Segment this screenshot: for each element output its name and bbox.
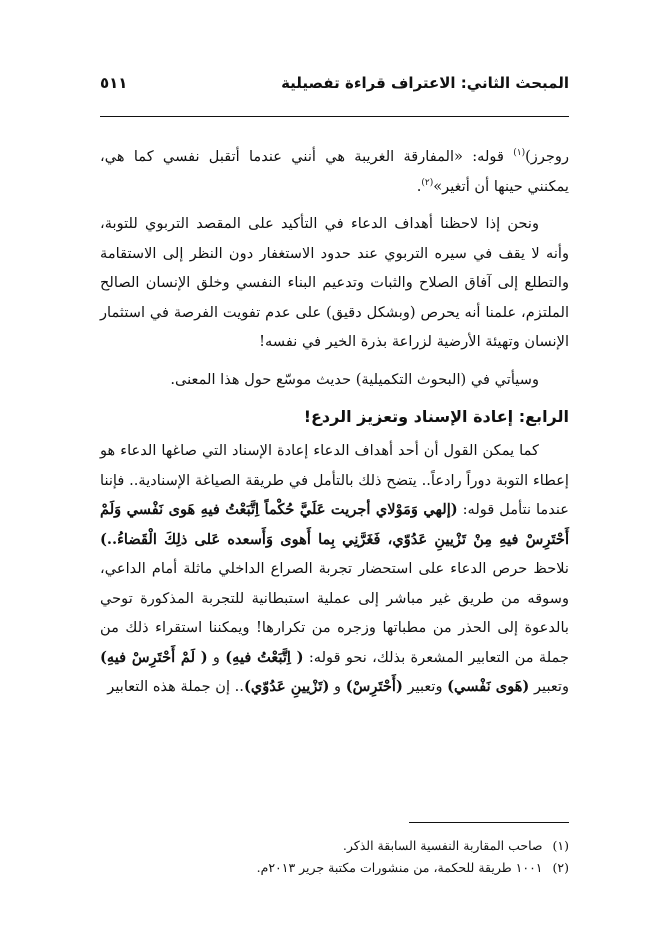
paragraph: روجرز)$^{(١)}$ قوله: «المفارقة الغريبة هي أنني عندما أتقبل نفسي كما هي، يمكنني حينها أن أتغير»$^{(٢)}$. [100, 148, 569, 195]
quoted-phrase: ( اِتَّبَعْتُ فيهِ) [225, 648, 304, 666]
quoted-supplication: (إلهي وَمَوْلاي أجريت عَلَيَّ حُكْماً اِتَّبَعْتُ فيهِ هَوى نَفْسي وَلَمْ أَحْتَرِسْ فيهِ مِنْ تَزْيينِ عَدُوّي، فَغَرَّنِي بِما أَهوى وَأَسعده عَلى ذلِكَ الْقَضاءُ..) [100, 501, 569, 548]
footnote-text: ١٠٠١ طريقة للحكمة، من منشورات مكتبة جرير ٢٠١٣م. [256, 860, 543, 875]
footnote-ref: (٢) [421, 177, 434, 188]
footnote [100, 835, 569, 857]
footnotes [100, 835, 569, 879]
footnote [100, 857, 569, 879]
quoted-phrase: ( لَمْ أَحْتَرِسْ فيهِ) [100, 648, 208, 666]
body-text [100, 142, 569, 710]
chapter-title: المبحث الثاني: الاعتراف قراءة تفصيلية [281, 74, 569, 92]
quoted-phrase: (هَوى نَفْسي) [447, 678, 530, 695]
paragraph: وسيأتي في (البحوث التكميلية) حديث موسّع حول هذا المعنى. [170, 370, 539, 388]
quoted-phrase: (تَزْيينِ عَدُوّي) [243, 678, 330, 695]
footnote-divider [409, 822, 569, 823]
header-divider [100, 116, 569, 117]
footnote-text: صاحب المقاربة النفسية السابقة الذكر. [342, 838, 543, 853]
quoted-phrase: (أَحْتَرِسْ) [345, 678, 403, 695]
section-heading: الرابع: إعادة الإسناد وتعزيز الردع! [303, 407, 569, 426]
footnote-marker: (٢) [552, 860, 569, 875]
footnote-marker: (١) [552, 838, 569, 853]
paragraph: ونحن إذا لاحظنا أهداف الدعاء في التأكيد على المقصد التربوي للتوبة، وأنه لا يقف في سيره التربوي عند حدود الاستغفار دون النظر إلى الاستقامة والتطلع إلى آفاق الصلاح والثبات وتدعيم البناء النفسي وخلق الإنسان الصالح الملتزم، علمنا أنه يحرص (وبشكل دقيق) على عدم تفويت الفرصة في استثمار الإنسان وتهيئة الأرضية لزراعة بذرة الخير في نفسه! [100, 215, 569, 350]
paragraph: كما يمكن القول أن أحد أهداف الدعاء إعادة الإسناد التي صاغها الدعاء هو إعطاء التوبة دوراً رادعاً.. يتضح ذلك بالتأمل في طريقة الصياغة الإسنادية.. فإننا عندما نتأمل قوله: (إلهي وَمَوْلاي أجريت عَلَيَّ حُكْماً اِتَّبَعْتُ فيهِ هَوى نَفْسي وَلَمْ أَحْتَرِسْ فيهِ مِنْ تَزْيينِ عَدُوّي، فَغَرَّنِي بِما أَهوى وَأَسعده عَلى ذلِكَ الْقَضاءُ..) نلاحظ حرص الدعاء على استحضار تجربة الصراع الداخلي ماثلة أمام الداعي، وسوقه من طريق غير مباشر إلى عملية استبطانية للتجربة المذكورة توحي بالدعوة إلى الحذر من مطباتها وزجره من تكرارها! ويمكننا استقراء ذلك من جملة من التعابير المشعرة بذلك، نحو قوله: ( اِتَّبَعْتُ فيهِ) و ( لَمْ أَحْتَرِسْ فيهِ) وتعبير (هَوى نَفْسي) وتعبير (أَحْتَرِسْ) و (تَزْيينِ عَدُوّي).. إن جملة هذه التعابير [100, 442, 569, 695]
footnote-ref: (١) [513, 148, 526, 159]
page-number: ٥١١ [100, 74, 128, 92]
running-header [100, 74, 569, 92]
